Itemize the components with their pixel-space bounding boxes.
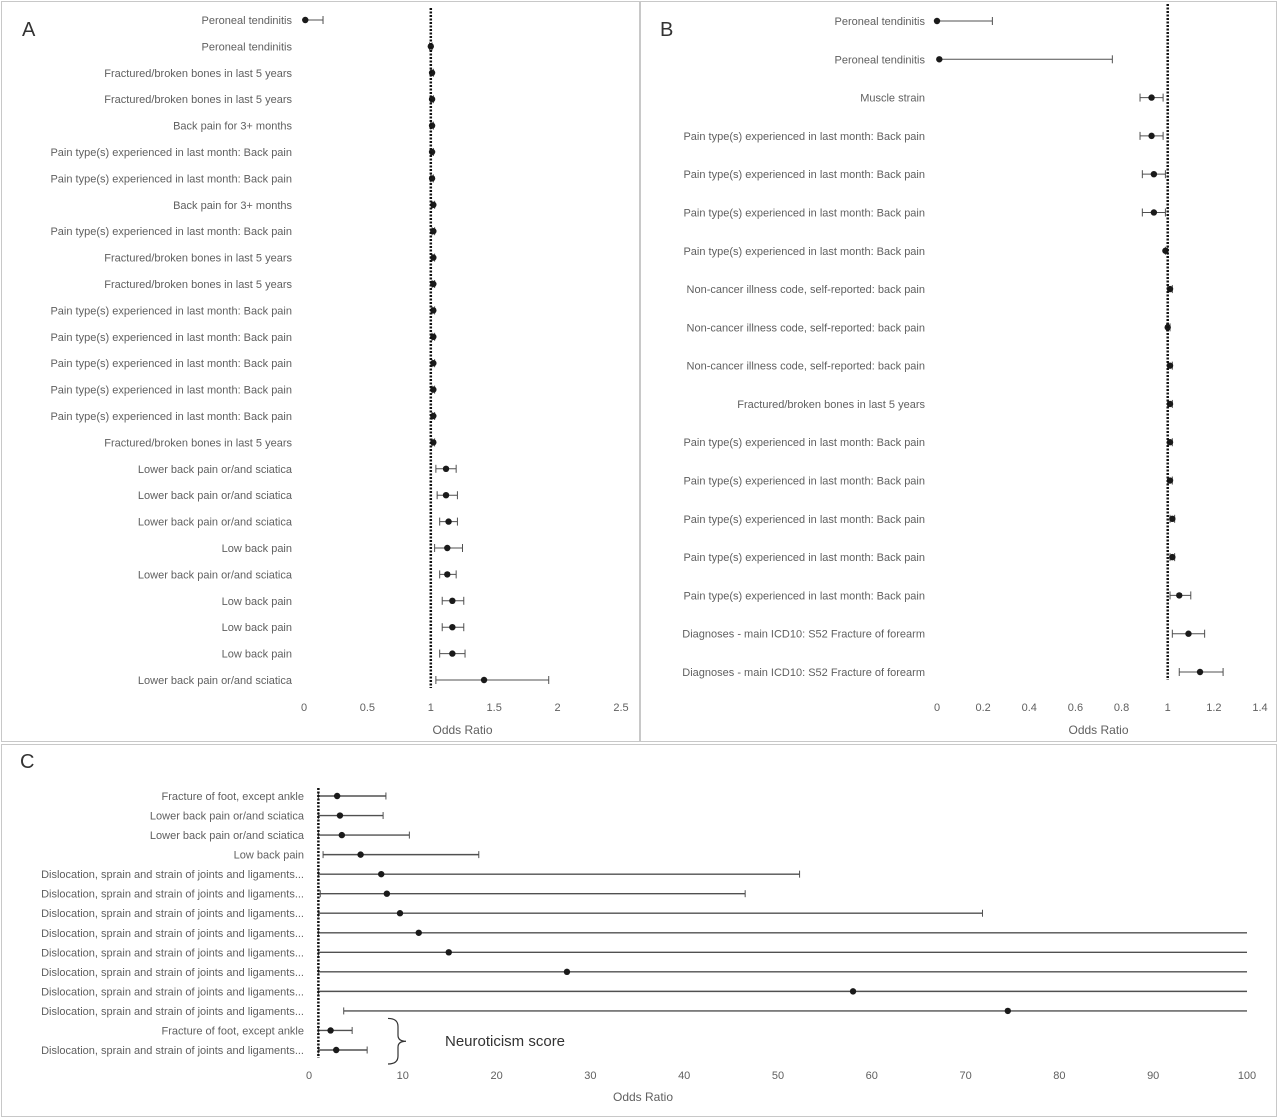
x-tick-label-b-6: 1.2 bbox=[1206, 702, 1222, 714]
category-label-a-15: Pain type(s) experienced in last month: Back pain bbox=[50, 411, 292, 423]
odds-ratio-point-c-4 bbox=[378, 871, 384, 877]
category-label-c-6: Dislocation, sprain and strain of joints and ligaments... bbox=[41, 908, 304, 921]
category-label-c-11: Dislocation, sprain and strain of joints and ligaments... bbox=[41, 1005, 304, 1018]
odds-ratio-point-b-0 bbox=[934, 18, 940, 24]
odds-ratio-point-a-19 bbox=[445, 518, 451, 524]
category-label-b-10: Fractured/broken bones in last 5 years bbox=[737, 398, 925, 411]
category-label-a-10: Fractured/broken bones in last 5 years bbox=[104, 279, 292, 291]
category-label-a-7: Back pain for 3+ months bbox=[173, 199, 292, 212]
odds-ratio-point-c-1 bbox=[337, 812, 343, 818]
odds-ratio-point-c-5 bbox=[384, 890, 390, 896]
panel-c-letter: C bbox=[20, 751, 35, 773]
odds-ratio-point-a-21 bbox=[444, 571, 450, 577]
odds-ratio-point-c-3 bbox=[357, 851, 363, 857]
x-tick-label-b-5: 1 bbox=[1164, 702, 1171, 714]
category-label-c-1: Lower back pain or/and sciatica bbox=[149, 810, 304, 823]
category-label-a-25: Lower back pain or/and sciatica bbox=[137, 675, 292, 687]
category-label-b-1: Peroneal tendinitis bbox=[834, 54, 925, 67]
category-label-a-0: Peroneal tendinitis bbox=[201, 15, 292, 27]
odds-ratio-point-b-14 bbox=[1169, 554, 1175, 560]
category-label-b-6: Pain type(s) experienced in last month: Back pain bbox=[683, 245, 925, 258]
x-tick-label-c-5: 50 bbox=[771, 1070, 785, 1082]
category-label-a-16: Fractured/broken bones in last 5 years bbox=[104, 437, 292, 450]
category-label-b-12: Pain type(s) experienced in last month: Back pain bbox=[683, 475, 925, 488]
odds-ratio-point-b-5 bbox=[1151, 209, 1157, 215]
annotation-brace bbox=[388, 1018, 406, 1064]
category-label-b-9: Non-cancer illness code, self-reported: back pain bbox=[686, 360, 925, 373]
category-label-a-12: Pain type(s) experienced in last month: Back pain bbox=[50, 331, 292, 344]
odds-ratio-point-c-10 bbox=[850, 988, 856, 994]
odds-ratio-point-c-2 bbox=[339, 832, 345, 838]
odds-ratio-point-b-1 bbox=[936, 56, 942, 62]
x-axis-title-b: Odds Ratio bbox=[1068, 723, 1129, 737]
category-label-c-3: Low back pain bbox=[233, 849, 304, 862]
category-label-a-17: Lower back pain or/and sciatica bbox=[137, 463, 292, 476]
x-tick-label-a-4: 2 bbox=[554, 702, 561, 714]
x-axis-title-a: Odds Ratio bbox=[432, 723, 493, 737]
odds-ratio-point-c-0 bbox=[334, 793, 340, 799]
odds-ratio-point-b-17 bbox=[1197, 669, 1203, 675]
category-label-a-13: Pain type(s) experienced in last month: Back pain bbox=[50, 358, 292, 371]
x-tick-label-c-7: 70 bbox=[959, 1070, 972, 1082]
x-tick-label-b-3: 0.6 bbox=[1067, 702, 1084, 714]
category-label-a-6: Pain type(s) experienced in last month: Back pain bbox=[50, 173, 292, 186]
odds-ratio-point-c-13 bbox=[333, 1047, 339, 1053]
category-label-a-11: Pain type(s) experienced in last month: Back pain bbox=[50, 305, 292, 318]
x-tick-label-c-2: 20 bbox=[490, 1070, 503, 1082]
category-label-a-22: Low back pain bbox=[221, 595, 292, 608]
x-tick-label-c-6: 60 bbox=[865, 1070, 878, 1082]
category-label-a-8: Pain type(s) experienced in last month: Back pain bbox=[50, 226, 292, 239]
x-tick-label-c-1: 10 bbox=[396, 1070, 409, 1082]
category-label-a-18: Lower back pain or/and sciatica bbox=[137, 490, 292, 503]
category-label-a-19: Lower back pain or/and sciatica bbox=[137, 516, 292, 529]
annotation-label: Neuroticism score bbox=[445, 1033, 566, 1051]
odds-ratio-point-b-3 bbox=[1148, 133, 1154, 139]
x-tick-label-b-7: 1.4 bbox=[1252, 702, 1268, 714]
odds-ratio-point-a-25 bbox=[481, 677, 487, 683]
odds-ratio-point-a-17 bbox=[443, 466, 449, 472]
category-label-c-13: Dislocation, sprain and strain of joints and ligaments... bbox=[41, 1045, 304, 1057]
x-tick-label-c-8: 80 bbox=[1053, 1070, 1066, 1082]
category-label-b-15: Pain type(s) experienced in last month: Back pain bbox=[683, 590, 925, 603]
category-label-b-17: Diagnoses - main ICD10: S52 Fracture of forearm bbox=[682, 667, 925, 679]
category-label-c-12: Fracture of foot, except ankle bbox=[161, 1025, 304, 1038]
category-label-c-10: Dislocation, sprain and strain of joints and ligaments... bbox=[41, 986, 304, 999]
x-tick-label-c-3: 30 bbox=[584, 1070, 597, 1082]
x-tick-label-a-0: 0 bbox=[300, 702, 308, 714]
category-label-a-14: Pain type(s) experienced in last month: Back pain bbox=[50, 384, 292, 397]
category-label-b-3: Pain type(s) experienced in last month: Back pain bbox=[683, 130, 925, 143]
x-tick-label-b-1: 0.2 bbox=[975, 702, 991, 714]
x-tick-label-a-1: 0.5 bbox=[359, 702, 376, 714]
category-label-c-8: Dislocation, sprain and strain of joints and ligaments... bbox=[41, 947, 304, 960]
x-tick-label-a-5: 2.5 bbox=[613, 702, 629, 714]
category-label-c-0: Fracture of foot, except ankle bbox=[161, 791, 304, 803]
odds-ratio-point-c-9 bbox=[564, 969, 570, 975]
category-label-a-21: Lower back pain or/and sciatica bbox=[137, 569, 292, 582]
odds-ratio-point-b-15 bbox=[1176, 592, 1182, 598]
odds-ratio-point-a-20 bbox=[444, 545, 450, 551]
category-label-b-0: Peroneal tendinitis bbox=[834, 16, 925, 28]
x-tick-label-c-10: 100 bbox=[1237, 1070, 1257, 1082]
odds-ratio-point-a-24 bbox=[449, 650, 455, 656]
odds-ratio-point-c-8 bbox=[446, 949, 452, 955]
x-tick-label-b-4: 0.8 bbox=[1113, 702, 1130, 714]
x-axis-title-c: Odds Ratio bbox=[612, 1090, 674, 1104]
category-label-c-5: Dislocation, sprain and strain of joints and ligaments... bbox=[41, 888, 304, 901]
odds-ratio-point-c-11 bbox=[1005, 1008, 1011, 1014]
odds-ratio-point-a-22 bbox=[449, 598, 455, 604]
odds-ratio-point-a-23 bbox=[449, 624, 455, 630]
x-tick-label-c-0: 0 bbox=[305, 1070, 313, 1082]
category-label-c-7: Dislocation, sprain and strain of joints and ligaments... bbox=[41, 927, 304, 940]
category-label-a-9: Fractured/broken bones in last 5 years bbox=[104, 252, 292, 265]
odds-ratio-point-b-4 bbox=[1151, 171, 1157, 177]
category-label-a-20: Low back pain bbox=[221, 543, 292, 555]
category-label-a-23: Low back pain bbox=[221, 622, 292, 635]
category-label-b-4: Pain type(s) experienced in last month: Back pain bbox=[683, 169, 925, 182]
odds-ratio-point-b-13 bbox=[1169, 516, 1175, 522]
category-label-b-2: Muscle strain bbox=[860, 92, 925, 105]
odds-ratio-point-a-18 bbox=[443, 492, 449, 498]
odds-ratio-point-c-12 bbox=[327, 1027, 333, 1033]
category-label-c-4: Dislocation, sprain and strain of joints and ligaments... bbox=[41, 869, 304, 882]
category-label-b-13: Pain type(s) experienced in last month: Back pain bbox=[683, 513, 925, 526]
category-label-b-8: Non-cancer illness code, self-reported: back pain bbox=[686, 322, 925, 335]
odds-ratio-point-c-6 bbox=[397, 910, 403, 916]
panel-a-letter: A bbox=[22, 19, 36, 41]
category-label-b-7: Non-cancer illness code, self-reported: back pain bbox=[686, 284, 925, 297]
panel-b-letter: B bbox=[660, 19, 674, 41]
odds-ratio-point-b-2 bbox=[1148, 94, 1154, 100]
odds-ratio-point-c-7 bbox=[416, 930, 422, 936]
category-label-b-14: Pain type(s) experienced in last month: Back pain bbox=[683, 552, 925, 565]
category-label-c-2: Lower back pain or/and sciatica bbox=[149, 830, 304, 843]
x-tick-label-c-9: 90 bbox=[1147, 1070, 1160, 1082]
category-label-b-11: Pain type(s) experienced in last month: Back pain bbox=[683, 437, 925, 450]
x-tick-label-a-2: 1 bbox=[427, 702, 434, 714]
x-tick-label-a-3: 1.5 bbox=[486, 702, 502, 714]
odds-ratio-point-a-0 bbox=[302, 17, 308, 23]
category-label-a-4: Back pain for 3+ months bbox=[173, 120, 292, 133]
category-label-b-16: Diagnoses - main ICD10: S52 Fracture of forearm bbox=[682, 628, 925, 641]
x-tick-label-c-4: 40 bbox=[678, 1070, 691, 1082]
x-tick-label-b-2: 0.4 bbox=[1021, 702, 1037, 714]
category-label-a-5: Pain type(s) experienced in last month: Back pain bbox=[50, 147, 292, 159]
odds-ratio-point-b-16 bbox=[1185, 631, 1191, 637]
category-label-a-1: Peroneal tendinitis bbox=[201, 41, 292, 54]
x-tick-label-b-0: 0 bbox=[933, 702, 941, 714]
category-label-a-24: Low back pain bbox=[221, 648, 292, 661]
category-label-a-3: Fractured/broken bones in last 5 years bbox=[104, 94, 292, 107]
category-label-a-2: Fractured/broken bones in last 5 years bbox=[104, 67, 292, 80]
category-label-c-9: Dislocation, sprain and strain of joints and ligaments... bbox=[41, 966, 304, 979]
category-label-b-5: Pain type(s) experienced in last month: Back pain bbox=[683, 207, 925, 220]
